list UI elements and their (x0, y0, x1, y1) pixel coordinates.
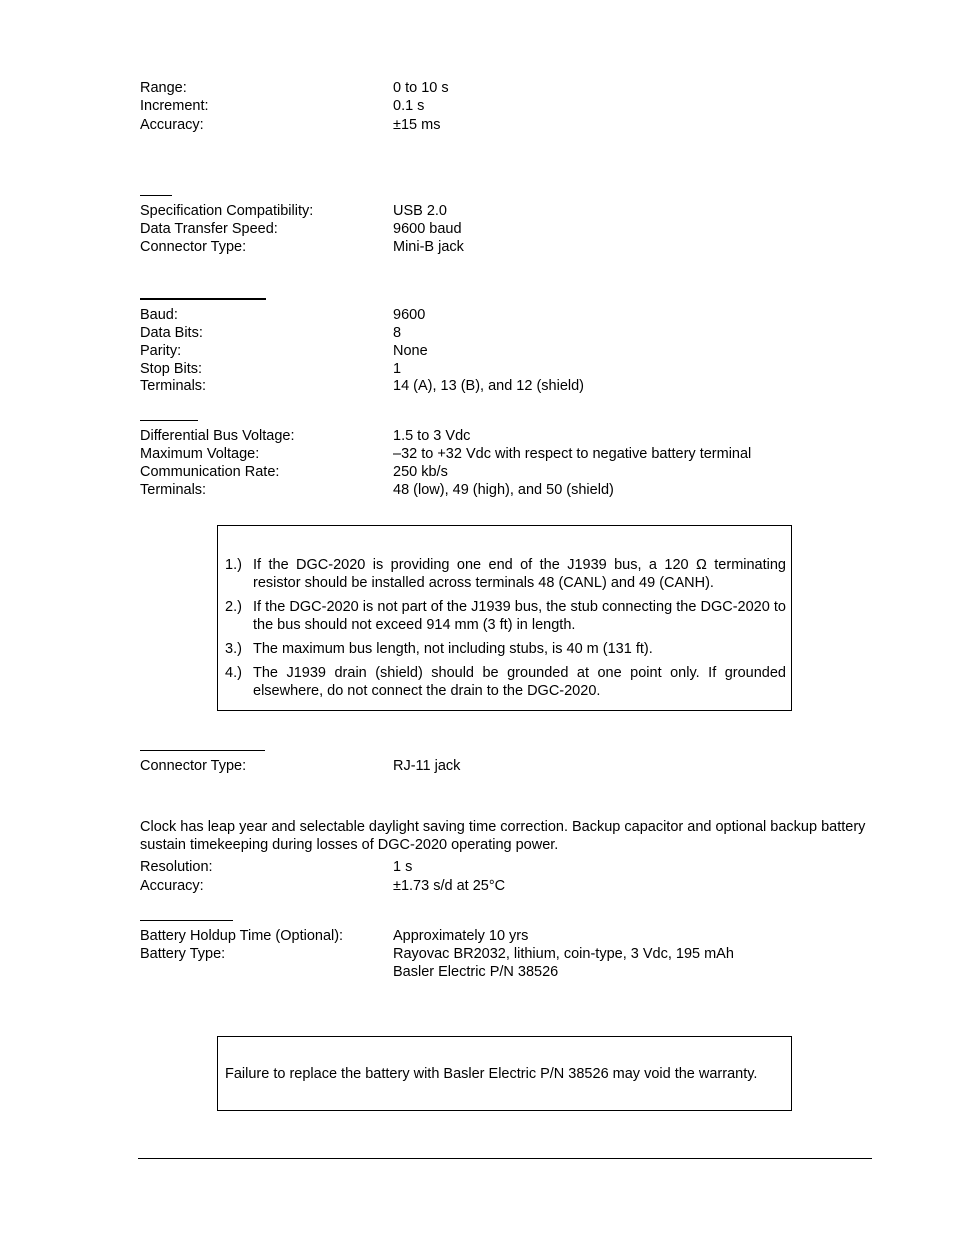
spec-row (140, 306, 880, 324)
spec-value: 14 (A), 13 (B), and 12 (shield) (393, 378, 585, 394)
spec-value: 1 (393, 361, 402, 377)
spec-value: 250 kb/s (393, 464, 448, 480)
note-text: The J1939 drain (shield) should be grounded at one point only. If grounded elsewhere, do not connect the drain to the DGC-2020. (253, 665, 786, 699)
spec-row (140, 945, 880, 963)
spec-row (140, 360, 880, 378)
spec-row (140, 238, 880, 256)
spec-row (140, 858, 880, 876)
spec-row (140, 97, 880, 115)
spec-value: 1 s (393, 859, 413, 875)
note-text: The maximum bus length, not including stubs, is 40 m (131 ft). (253, 641, 653, 657)
spec-value: Rayovac BR2032, lithium, coin-type, 3 Vdc, 195 mAh (393, 946, 734, 962)
note-number: 3.) (225, 641, 242, 657)
spec-row (140, 220, 880, 238)
spec-value: ±1.73 s/d at 25°C (393, 878, 506, 894)
footer-rule (138, 1158, 872, 1159)
spec-row (140, 927, 880, 945)
spec-label: Communication Rate: (140, 464, 280, 480)
usb-heading-rule (140, 195, 172, 196)
battery-note-box (217, 1036, 792, 1111)
note-text: If the DGC-2020 is providing one end of the J1939 bus, a 120 Ω terminating resistor should be installed across terminals 48 (CANL) and 49 (CANH). (253, 557, 786, 591)
spec-label: Data Bits: (140, 325, 203, 341)
note-number: 2.) (225, 599, 242, 615)
spec-row (140, 342, 880, 360)
note-number: 4.) (225, 665, 242, 681)
spec-value: 9600 baud (393, 221, 462, 237)
spec-label: Resolution: (140, 859, 213, 875)
spec-row (140, 445, 880, 463)
spec-label: Battery Type: (140, 946, 226, 962)
battery-heading-rule (140, 920, 233, 921)
spec-row (140, 757, 880, 775)
rs485-heading-rule (140, 298, 266, 300)
spec-row (140, 377, 880, 395)
note-number: 1.) (225, 557, 242, 573)
clock-description: Clock has leap year and selectable daylight saving time correction. Backup capacitor and optional backup battery sustain timekeeping during losses of DGC-2020 operating power. (140, 819, 866, 853)
spec-row (140, 79, 880, 97)
spec-label: Battery Holdup Time (Optional): (140, 928, 344, 944)
spec-label: Accuracy: (140, 878, 204, 894)
spec-label: Range: (140, 80, 187, 96)
spec-value: 0 to 10 s (393, 80, 449, 96)
spec-value: 48 (low), 49 (high), and 50 (shield) (393, 482, 614, 498)
spec-label: Terminals: (140, 378, 207, 394)
spec-label: Parity: (140, 343, 182, 359)
modem-heading-rule (140, 750, 265, 751)
spec-label: Differential Bus Voltage: (140, 428, 295, 444)
spec-label: Increment: (140, 98, 209, 114)
battery-note-text: Failure to replace the battery with Basler Electric P/N 38526 may void the warranty. (225, 1066, 758, 1082)
spec-label: Connector Type: (140, 758, 247, 774)
spec-row (140, 963, 880, 981)
spec-row (140, 481, 880, 499)
spec-label: Connector Type: (140, 239, 247, 255)
spec-row (140, 463, 880, 481)
spec-row (140, 427, 880, 445)
spec-value: RJ-11 jack (393, 758, 461, 774)
spec-row (140, 202, 880, 220)
spec-label: Terminals: (140, 482, 207, 498)
spec-value: –32 to +32 Vdc with respect to negative battery terminal (393, 446, 752, 462)
spec-label: Maximum Voltage: (140, 446, 260, 462)
spec-value: ±15 ms (393, 117, 441, 133)
spec-value: Basler Electric P/N 38526 (393, 964, 559, 980)
spec-value: USB 2.0 (393, 203, 447, 219)
spec-value: Approximately 10 yrs (393, 928, 529, 944)
spec-value: None (393, 343, 428, 359)
spec-row (140, 324, 880, 342)
can-notes-box (217, 525, 792, 711)
can-heading-rule (140, 420, 198, 421)
note-text: If the DGC-2020 is not part of the J1939 bus, the stub connecting the DGC-2020 to the bus should not exceed 914 mm (3 ft) in length. (253, 599, 786, 633)
spec-label: Accuracy: (140, 117, 204, 133)
spec-value: Mini-B jack (393, 239, 464, 255)
spec-label: Baud: (140, 307, 178, 323)
spec-row (140, 877, 880, 895)
spec-row (140, 116, 880, 134)
spec-value: 0.1 s (393, 98, 425, 114)
spec-value: 9600 (393, 307, 426, 323)
spec-label: Stop Bits: (140, 361, 203, 377)
spec-label: Data Transfer Speed: (140, 221, 278, 237)
spec-value: 8 (393, 325, 402, 341)
spec-value: 1.5 to 3 Vdc (393, 428, 471, 444)
spec-label: Specification Compatibility: (140, 203, 314, 219)
